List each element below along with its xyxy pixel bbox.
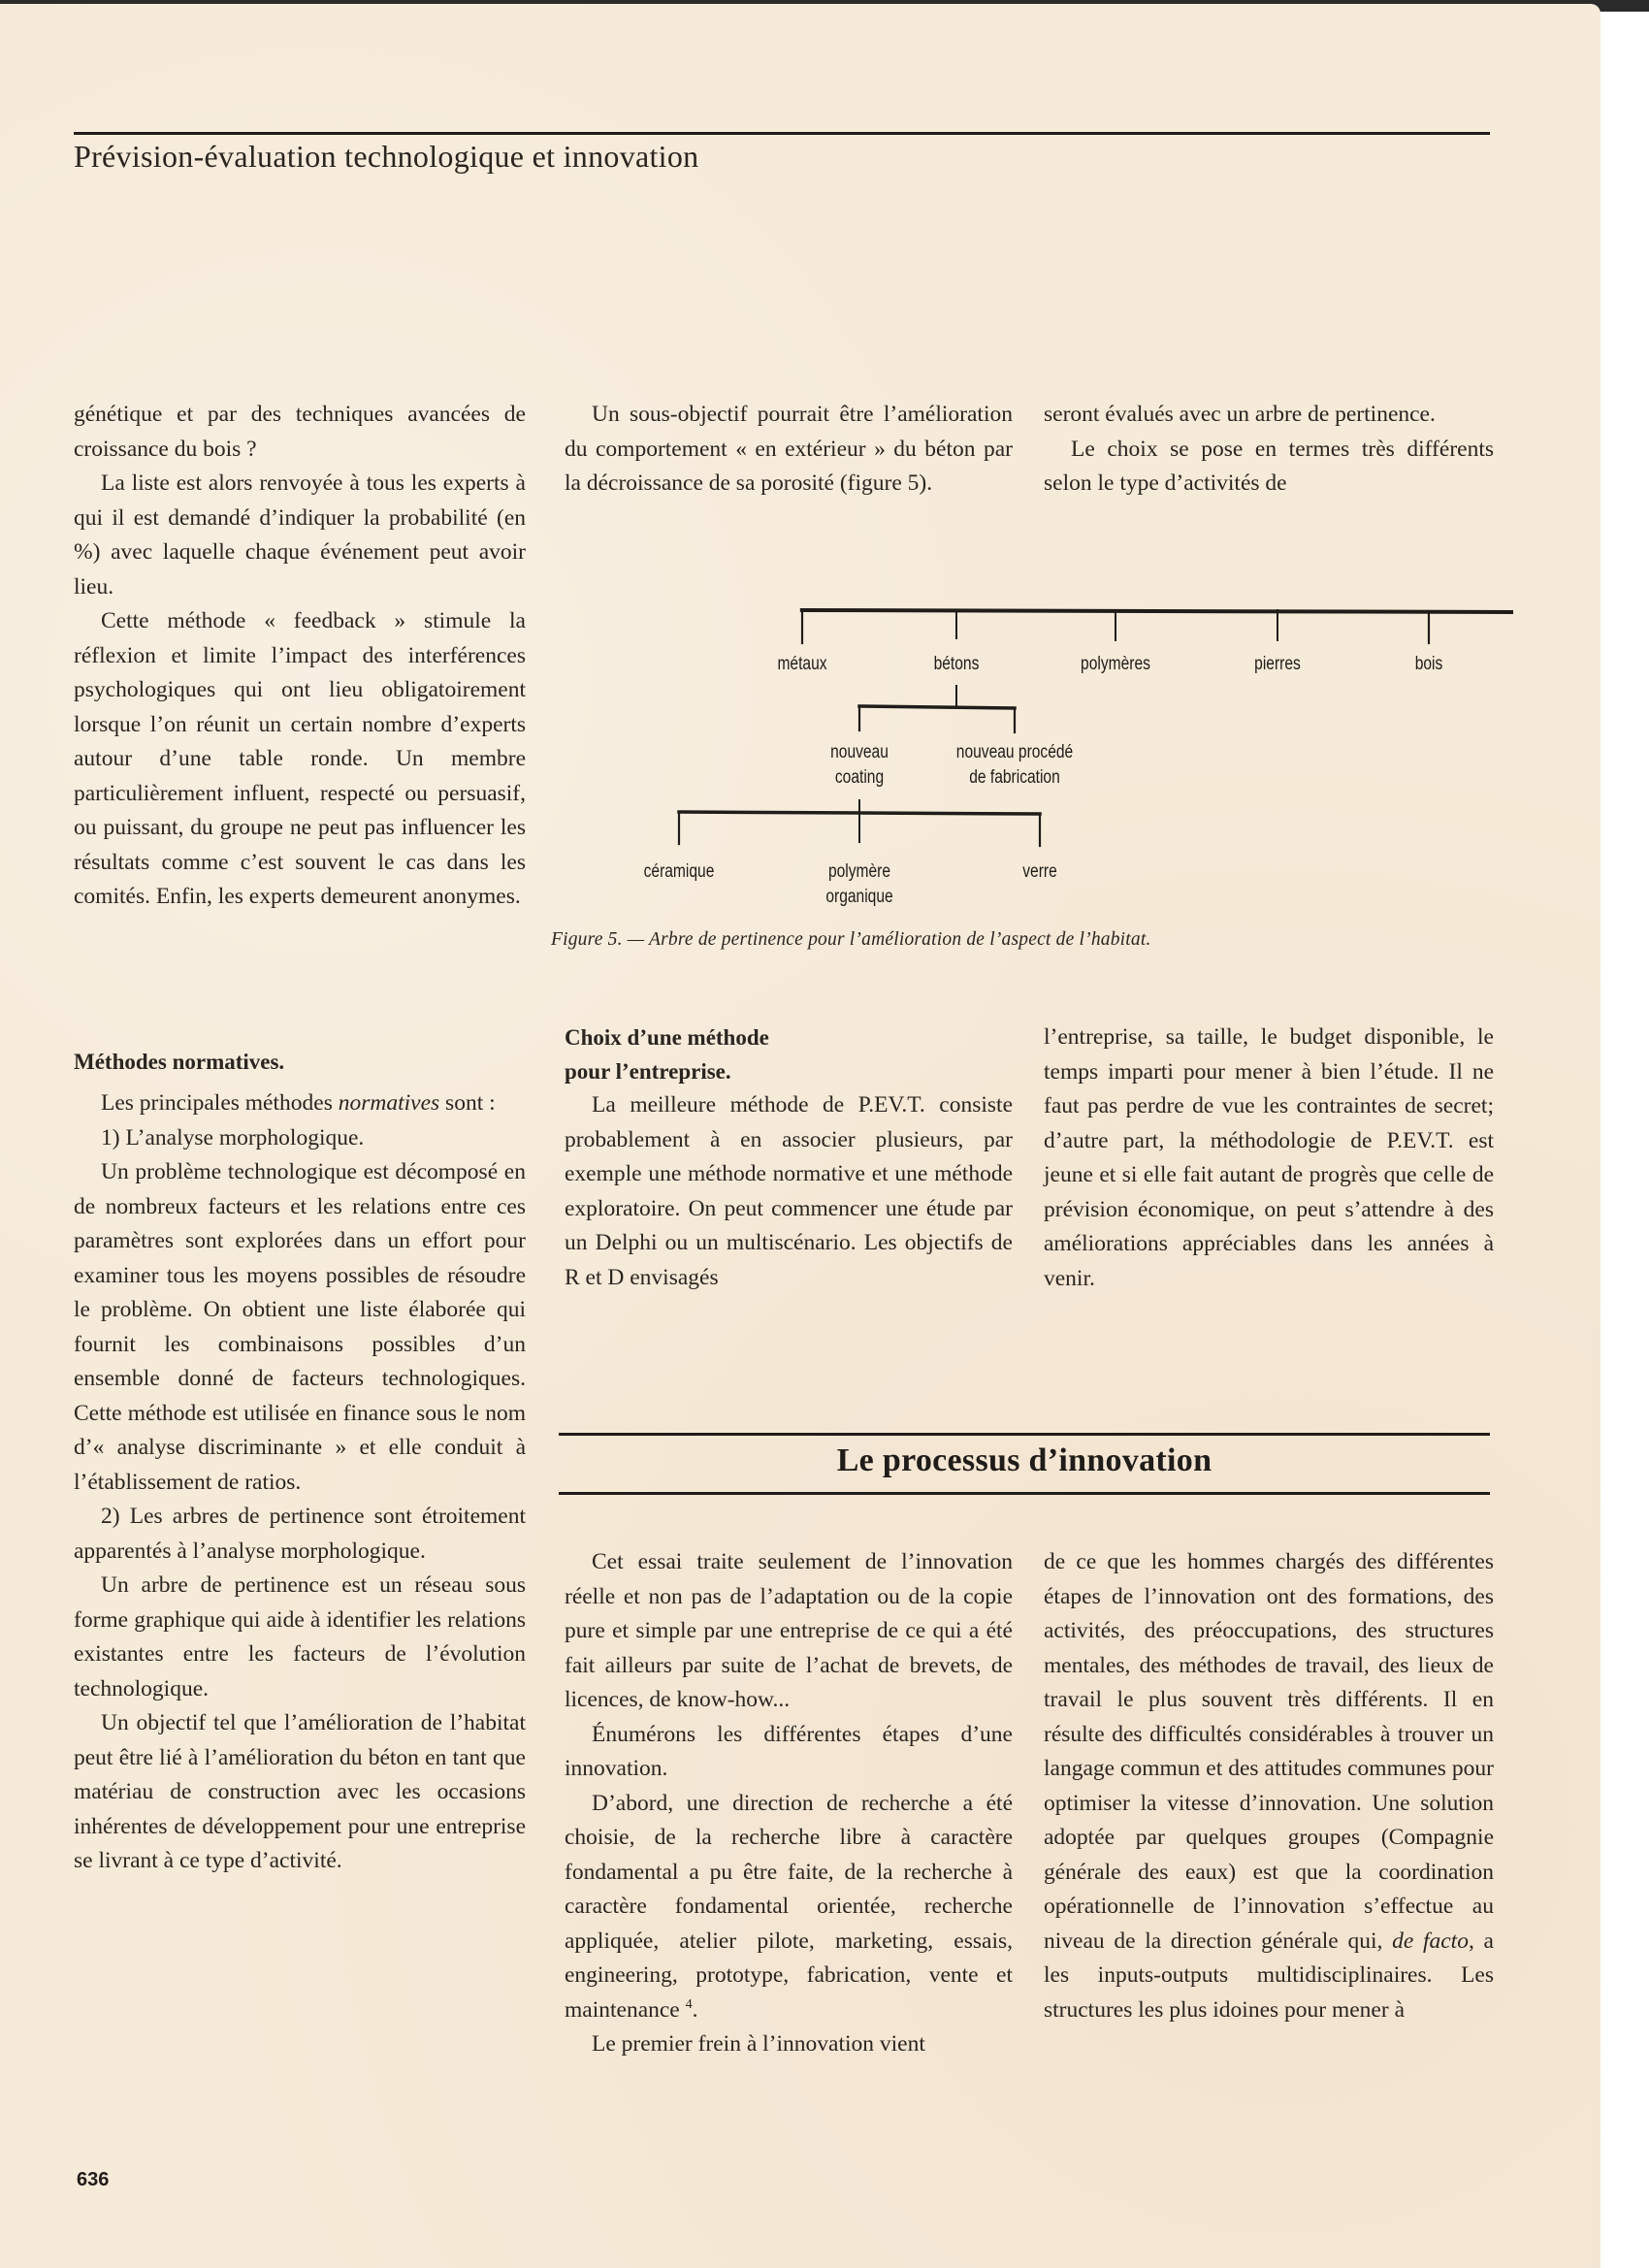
node-nouveau-coating: nouveau coating <box>830 742 889 788</box>
paragraph: D’abord, une direction de recherche a été choisie, de la recherche libre à caractère fondamental a pu être faite, de la recherche à caractère fondamental orientée, recherche appliquée, atelier pilote, marketing, essais, engineering, prototype, fabrication, vente et maintenance $^4$. <box>565 1790 1013 2023</box>
column-1-upper <box>74 398 526 915</box>
column-3-choix <box>1044 1021 1494 1296</box>
page-number: 636 <box>77 2169 110 2190</box>
section-title: Le processus d’innovation <box>836 1442 1212 1478</box>
node-ceramique: céramique <box>643 861 715 882</box>
column-3-upper <box>1044 398 1494 502</box>
paragraph: génétique et par des techniques avancées de croissance du bois ? <box>74 402 526 462</box>
paragraph: Le premier frein à l’innovation vient <box>592 2031 925 2057</box>
column-3-section <box>1044 1545 1494 2027</box>
paragraph: l’entreprise, sa taille, le budget disponible, le temps imparti pour mener à bien l’étude. Il ne faut pas perdre de vue les contraintes de secret; d’autre part, la méthodologie de P.EV.T. est jeune et si elle fait autant de progrès que celle de prévision économique, on peut s’attendre à des améliorations appréciables dans les années à venir. <box>1044 1024 1494 1291</box>
footnote-ref[interactable]: 4 <box>685 1996 693 2012</box>
list-item-2: 2) Les arbres de pertinence sont étroitement apparentés à l’analyse morphologique. <box>74 1504 526 1564</box>
subhead-choix-line1: Choix d’une méthode <box>565 1025 769 1050</box>
paragraph: Énumérons les différentes étapes d’une innovation. <box>565 1721 1013 1781</box>
figure-caption: Figure 5. — Arbre de pertinence pour l’amélioration de l’aspect de l’habitat. <box>551 929 1151 950</box>
paragraph: seront évalués avec un arbre de pertinence. <box>1044 402 1436 427</box>
node-pierres: pierres <box>1254 654 1301 674</box>
running-title: Prévision-évaluation technologique et innovation <box>74 139 699 174</box>
section-rule-bottom <box>559 1492 1490 1495</box>
subhead-methodes-normatives: Méthodes normatives. <box>74 1050 285 1074</box>
paragraph: Les principales méthodes normatives sont : <box>101 1090 496 1116</box>
paragraph: La meilleure méthode de P.EV.T. consiste probablement à en associer plusieurs, par exemple une méthode normative et une méthode exploratoire. On peut commencer une étude par un Delphi ou un multiscénario. Les objectifs de R et D envisagés <box>565 1092 1013 1290</box>
paragraph: Un sous-objectif pourrait être l’amélioration du comportement « en extérieur » du béton par la décroissance de sa porosité (figure 5). <box>565 402 1013 496</box>
paragraph: Le choix se pose en termes très différents selon le type d’activités de <box>1044 436 1494 496</box>
column-2-upper <box>565 398 1013 502</box>
paragraph: Cet essai traite seulement de l’innovation réelle et non pas de l’adaptation ou de la copie pure et simple par une entreprise de ce qui a été fait ailleurs par suite de l’achat de brevets, de licences, de know-how... <box>565 1549 1013 1712</box>
header-rule <box>74 132 1490 135</box>
section-rule-top <box>559 1433 1490 1436</box>
subhead-choix-line2: pour l’entreprise. <box>565 1059 731 1084</box>
column-1-lower <box>74 1045 526 1879</box>
paragraph: Un objectif tel que l’amélioration de l’habitat peut être lié à l’amélioration du béton en tant que matériau de construction avec les occasions inhérentes de développement pour une entreprise se livrant à ce type d’activité. <box>74 1710 526 1873</box>
column-2-section <box>565 1545 1013 2062</box>
figure-5-relevance-tree <box>543 582 1513 970</box>
node-bois: bois <box>1414 654 1443 674</box>
node-betons: bétons <box>933 654 980 674</box>
node-metaux: métaux <box>777 654 827 674</box>
paragraph: de ce que les hommes chargés des différentes étapes de l’innovation ont des formations, des activités, des préoccupations, des structures mentales, des méthodes de travail, des lieux de travail le plus souvent très différents. Il en résulte des difficultés considérables à trouver un langage commun et des attitudes communes pour optimiser la vitesse d’innovation. Une solution adoptée par quelques groupes (Compagnie générale des eaux) est que la coordination opérationnelle de l’innovation s’effectue au niveau de la direction générale qui, de facto, a les inputs-outputs multidisciplinaires. Les structures les plus idoines pour mener à <box>1044 1549 1494 2023</box>
node-verre: verre <box>1022 861 1057 882</box>
column-2-choix <box>565 1021 1013 1295</box>
node-nouveau-procede: nouveau procédé de fabrication <box>955 742 1074 788</box>
paragraph: Un arbre de pertinence est un réseau sous forme graphique qui aide à identifier les relations existantes entre les facteurs de l’évolution technologique. <box>74 1572 526 1701</box>
list-item-1: 1) L’analyse morphologique. <box>101 1124 365 1150</box>
node-polymere-organique: polymère organique <box>825 861 893 907</box>
paragraph: Un problème technologique est décomposé en de nombreux facteurs et les relations entre ces paramètres sont explorées dans un effort pour examiner tous les moyens possibles de résoudre le problème. On obtient une liste élaborée qui fournit les combinaisons possibles d’un ensemble donné de facteurs technologiques. Cette méthode est utilisée en finance sous le nom d’« analyse discriminante » et elle conduit à l’établissement de ratios. <box>74 1159 526 1495</box>
node-polymeres: polymères <box>1081 654 1150 674</box>
paragraph: Cette méthode « feedback » stimule la réflexion et limite l’impact des interférences psychologiques qui ont lieu obligatoirement lorsque l’on réunit un certain nombre d’experts autour d’une table ronde. Un membre particulièrement influent, respecté ou persuasif, ou puissant, du groupe ne peut pas influencer les résultats comme c’est souvent le cas dans les comités. Enfin, les experts demeurent anonymes. <box>74 608 526 909</box>
paragraph: La liste est alors renvoyée à tous les experts à qui il est demandé d’indiquer la probabilité (en %) avec laquelle chaque événement peut avoir lieu. <box>74 470 526 599</box>
